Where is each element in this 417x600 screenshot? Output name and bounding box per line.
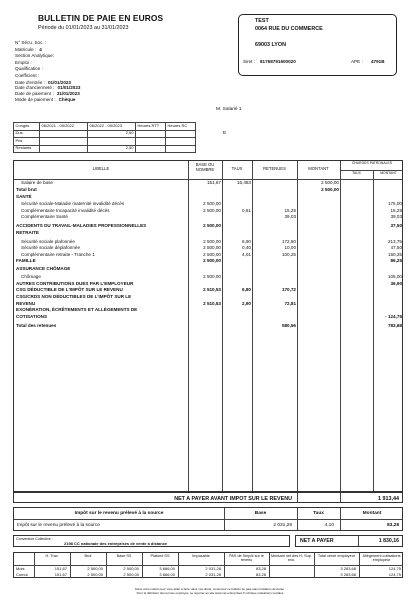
cell-base: 2 510,53 xyxy=(203,300,221,306)
cumul-cell: 2 031,28 xyxy=(205,566,221,571)
info-value: 01/01/2023 xyxy=(48,79,71,85)
cell-taux: 6,90 xyxy=(242,238,251,244)
info-label: Section Analytique: xyxy=(15,53,55,59)
payslip-lines-table xyxy=(13,160,403,492)
cell-base: 2 500,00 xyxy=(203,245,221,250)
employer-name: TEST xyxy=(255,18,269,24)
cell-ret: 580,56 xyxy=(281,322,296,328)
employee-info-row xyxy=(15,53,135,60)
conges-cell xyxy=(136,138,166,146)
cell-ret: 100,25 xyxy=(281,251,296,257)
cell-cmont: 86,25 xyxy=(390,258,402,263)
cumul-cell: 2 500,00 xyxy=(87,566,103,571)
table-row xyxy=(14,252,404,258)
employer-address: 0064 RUE DU COMMERCE xyxy=(255,26,323,32)
row-label: Sécurité sociale-Maladie maternité invalidité décès xyxy=(21,201,125,206)
employer-city: 69003 LYON xyxy=(255,42,286,48)
cell-taux: 0,40 xyxy=(242,245,251,250)
table-row xyxy=(14,230,404,236)
row-label: SANTÉ xyxy=(16,193,32,199)
row-label: AUTRES CONTRIBUTIONS DUES PAR L'EMPLOYEUR xyxy=(16,280,134,286)
conges-cell: 2,50 xyxy=(88,145,136,153)
cell-cmont: 175,00 xyxy=(387,201,402,206)
cell-cmont: - 124,75 xyxy=(385,313,402,319)
tax-col-base: Base xyxy=(254,511,267,516)
row-label: Sécurité sociale plafonnée xyxy=(21,238,75,244)
table-row xyxy=(14,223,404,229)
info-value: 01/01/2023 xyxy=(57,85,81,91)
table-row xyxy=(14,287,404,293)
cell-cmont: 39,03 xyxy=(390,214,402,219)
table-row xyxy=(14,214,404,220)
col-header-montant: MONTANT xyxy=(308,166,329,171)
col-header-libelle: LIBELLE xyxy=(92,166,110,171)
cumul-cell: 3 283,68 xyxy=(340,572,356,577)
cumul-header: Brut xyxy=(84,554,92,558)
conges-header: Heures RTT xyxy=(136,123,166,131)
cumul-header: PAS de l'impôt sur le revenu xyxy=(229,554,264,562)
cumul-cell: 124,75 xyxy=(388,566,401,571)
employee-info-row xyxy=(15,40,135,47)
cumul-cell: 151,67 xyxy=(54,566,67,571)
table-row xyxy=(14,245,404,251)
cumul-header: Allègement cotisations employeur xyxy=(362,554,401,562)
cell-taux: 4,01 xyxy=(242,251,251,257)
row-label: Sécurité sociale déplafonnée xyxy=(21,245,80,250)
col-header-charges: CHARGES PATRONALES xyxy=(351,161,392,165)
cell-ret: 39,03 xyxy=(284,214,296,219)
employee-info xyxy=(15,40,135,103)
col-header-charges-montant: MONTANT xyxy=(380,171,397,175)
cumul-header: H. Trav. xyxy=(45,554,59,558)
row-label: FAMILLE xyxy=(16,258,36,263)
table-row xyxy=(14,180,404,186)
row-label: Chômage xyxy=(21,274,41,279)
employee-info-row xyxy=(15,73,135,80)
conges-cell xyxy=(40,138,88,146)
info-label: Date d'ancienneté : xyxy=(15,85,55,91)
col-header-taux: TAUX xyxy=(231,166,243,171)
info-label: Date de paiement : xyxy=(15,91,54,97)
info-label: Date d'entrée : xyxy=(15,79,45,85)
cumul-header: Montant net des H. Sup. exo. xyxy=(271,554,312,562)
cumul-cell: 2 031,28 xyxy=(205,572,221,577)
cumul-cell: 2 500,00 xyxy=(123,566,139,571)
cell-ret: 170,72 xyxy=(281,287,296,292)
siret-value: 81768791600020 xyxy=(260,59,296,64)
table-row xyxy=(14,294,404,300)
row-label: Total des retenues xyxy=(16,322,57,328)
conges-cell xyxy=(166,145,196,153)
employee-info-row xyxy=(15,66,135,73)
row-label: Complémentaire Santé xyxy=(21,214,68,219)
row-label: COTISATIONS xyxy=(16,313,48,319)
info-label: Coefficient : xyxy=(15,72,40,78)
cell-cmont: 150,25 xyxy=(387,251,402,257)
cell-base: 2 500,00 xyxy=(203,207,221,213)
conges-cell xyxy=(88,138,136,146)
tax-title: Impôt sur le revenu prélevé à la source xyxy=(74,511,164,516)
row-label: ASSURANCE CHÔMAGE xyxy=(16,266,71,271)
conges-header: 06/2022 - 05/2023 xyxy=(88,123,136,131)
table-row xyxy=(14,314,404,320)
employee-info-row xyxy=(15,60,135,67)
footer-line: Pour la définition des termes employés, se reporter au site www.net-entreprises.fr rubrique cotisations sociales xyxy=(136,590,284,595)
conges-header: Congés xyxy=(14,123,40,131)
cell-base: 2 500,00 xyxy=(203,238,221,244)
table-row xyxy=(14,274,404,280)
tax-amount: 83,28 xyxy=(386,523,399,528)
info-label: Matricule : xyxy=(15,46,37,52)
col-header-charges-taux: TAUX xyxy=(352,171,361,175)
table-row xyxy=(14,323,404,329)
net-before-tax-label: NET A PAYER AVANT IMPOT SUR LE REVENU xyxy=(174,495,292,502)
cell-cmont: 105,00 xyxy=(387,274,402,279)
conges-cell: 2,50 xyxy=(88,130,136,138)
document-title: BULLETIN DE PAIE EN EUROS xyxy=(38,13,164,23)
cumul-row-label: Cumul xyxy=(16,572,28,577)
row-label: Complémentaire retraite - Tranche 1 xyxy=(21,251,95,257)
cumul-header: Base SS xyxy=(116,554,132,558)
employee-name: M. Salarié 1 xyxy=(216,107,242,112)
employee-info-row xyxy=(15,97,135,103)
cell-base: 2 500,00 xyxy=(203,274,221,279)
row-label: Total brut xyxy=(16,187,37,192)
net-pay-box xyxy=(295,535,403,547)
info-label: Mode de paiement : xyxy=(15,97,56,103)
cumul-header: Imposable xyxy=(192,554,210,558)
row-label: Complémentaire Incapacité invalidité décès xyxy=(21,207,110,213)
cumul-cell: 151,67 xyxy=(54,572,67,577)
conges-table xyxy=(13,122,196,153)
cell-base: 2 500,00 xyxy=(203,201,221,206)
cumul-cell: 2 500,00 xyxy=(87,572,103,577)
tax-col-taux: Taux xyxy=(313,511,324,516)
income-tax-table xyxy=(13,507,403,531)
convention-box xyxy=(13,535,290,547)
employee-extra: E xyxy=(223,131,227,136)
conges-cell xyxy=(40,130,88,138)
cumul-row-label: Mois xyxy=(16,566,25,571)
cell-montant: 2 500,00 xyxy=(321,187,339,192)
cell-base: 2 500,00 xyxy=(203,251,221,257)
footer-notice xyxy=(60,588,360,595)
employer-box xyxy=(238,14,397,76)
tax-col-montant: Montant xyxy=(362,511,382,516)
conges-header: Heures RC xyxy=(166,123,196,131)
table-row xyxy=(14,266,404,272)
cell-taux: 2,90 xyxy=(242,300,251,306)
cell-cmont: 783,68 xyxy=(387,322,402,328)
cell-ret: 15,25 xyxy=(284,207,296,213)
col-header-base: BASE OU NOMBRE xyxy=(195,162,215,172)
cell-taux: 0,61 xyxy=(242,207,251,213)
conges-cell xyxy=(40,145,88,153)
info-value: 31/01/2023 xyxy=(56,91,80,97)
convention-label: Convention Collective : xyxy=(16,537,53,541)
tax-row-label: Impôt sur le revenu prélevé à la source xyxy=(17,523,100,528)
cell-taux: 6,80 xyxy=(242,287,251,292)
net-before-tax-bar xyxy=(13,492,403,503)
net-before-tax-value: 1 913,44 xyxy=(378,495,399,502)
ape-label: APE : xyxy=(351,59,363,64)
info-label: N° Sécu. Soc. : xyxy=(15,40,47,45)
tax-rate: 4,10 xyxy=(324,523,334,528)
employee-info-row xyxy=(15,47,135,54)
conges-row-label: Pris xyxy=(14,138,40,146)
row-label: Salaire de base xyxy=(21,180,53,185)
info-value: 4 xyxy=(39,46,42,52)
cell-base: 151,67 xyxy=(206,180,221,185)
conges-cell xyxy=(136,130,166,138)
tax-base: 2 031,28 xyxy=(273,523,292,528)
cell-cmont: 36,90 xyxy=(390,280,402,286)
cell-cmont: 213,75 xyxy=(387,238,402,244)
cumul-cell: 3 666,00 xyxy=(159,566,175,571)
info-label: Emploi : xyxy=(15,59,32,65)
cell-cmont: 15,25 xyxy=(390,207,402,213)
table-row xyxy=(14,194,404,200)
cumul-cell: 83,28 xyxy=(255,572,266,577)
cell-base: 2 500,00 xyxy=(203,258,221,263)
table-row xyxy=(14,258,404,264)
conges-row-label: Restants xyxy=(14,145,40,153)
table-row xyxy=(14,187,404,193)
pay-period: Période du 01/01/2023 au 31/01/2023 xyxy=(38,25,129,31)
cumul-header: Total versé employeur xyxy=(317,554,356,558)
footer-line: Dans votre intérêt pour vous aider à faire valoir vos droits, conservez ce bulletin de paie sans limitation de durée. xyxy=(135,587,285,591)
table-row xyxy=(14,208,404,214)
conges-cell xyxy=(166,138,196,146)
row-label: REVENU xyxy=(16,300,36,306)
row-label: EXONÉRATION, ÉCRÊTEMENTS ET ALLÈGEMENTS DE xyxy=(16,307,138,312)
cumuls-table xyxy=(13,552,403,578)
row-label: CSG DÉDUCTIBLE DE L'IMPÔT SUR LE REVENU xyxy=(16,287,123,292)
siret-label: Siret : xyxy=(243,59,255,64)
cumul-cell: 83,28 xyxy=(255,566,266,571)
row-label: RETRAITE xyxy=(16,230,39,235)
col-header-retenues: RETENUES xyxy=(263,166,286,171)
info-label: Qualification : xyxy=(15,66,43,72)
row-label: CSG/CRDS NON DÉDUCTIBLES DE L'IMPÔT SUR LE xyxy=(16,294,132,299)
info-value: Chèque xyxy=(58,97,76,103)
cell-ret: 172,50 xyxy=(281,238,296,244)
conges-row-label: Dus xyxy=(14,130,40,138)
cell-cmont: 47,50 xyxy=(390,245,402,250)
cell-cmont: 37,50 xyxy=(390,223,402,228)
net-pay-value: 1 830,16 xyxy=(378,538,399,544)
cumul-cell: 124,75 xyxy=(388,572,401,577)
ape-value: 4791B xyxy=(371,59,385,64)
cell-base: 2 510,53 xyxy=(203,287,221,292)
conges-cell xyxy=(136,145,166,153)
cumul-header: Plafond SS xyxy=(150,554,170,558)
table-row xyxy=(14,201,404,207)
table-row xyxy=(14,281,404,287)
table-row xyxy=(14,307,404,313)
cumul-cell: 2 500,00 xyxy=(123,572,139,577)
table-row xyxy=(14,239,404,245)
convention-value: 2198 CC nationale des entreprises de vente à distance xyxy=(64,541,168,546)
table-row xyxy=(14,301,404,307)
row-label: ACCIDENTS DU TRAVAIL-MALADIES PROFESSIONNELLES xyxy=(16,223,147,228)
conges-header: 06/2021 - 05/2022 xyxy=(40,123,88,131)
cumul-cell: 3 283,68 xyxy=(340,566,356,571)
net-pay-label: NET A PAYER xyxy=(300,538,334,544)
cell-ret: 72,81 xyxy=(284,300,296,306)
cell-base: 2 500,00 xyxy=(203,223,221,228)
cumul-cell: 3 666,00 xyxy=(159,572,175,577)
cell-montant: 2 500,00 xyxy=(321,180,339,185)
conges-cell xyxy=(166,130,196,138)
cell-ret: 10,00 xyxy=(284,245,296,250)
cell-taux: 16,483 xyxy=(236,180,251,185)
